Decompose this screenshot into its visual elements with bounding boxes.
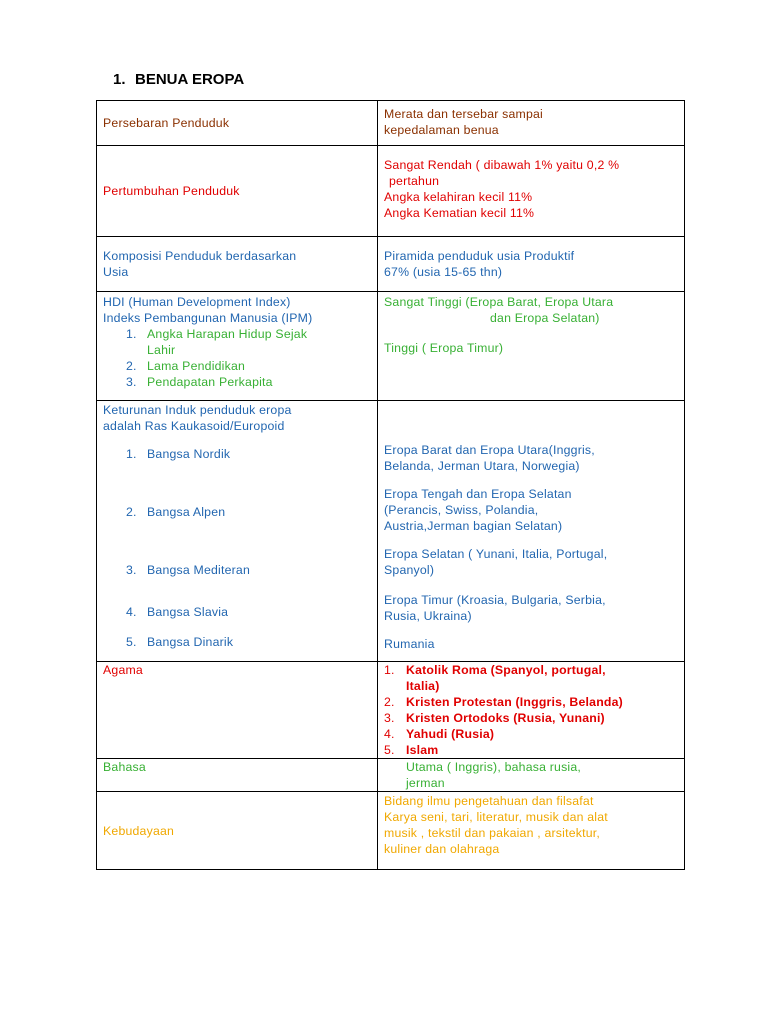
komposisi-value-line: Piramida penduduk usia Produktif: [384, 249, 575, 263]
list-number: 2.: [384, 695, 395, 709]
hdi-label-line: HDI (Human Development Index): [103, 295, 291, 309]
komposisi-label-line: Usia: [103, 265, 129, 279]
bahasa-label: Bahasa: [103, 760, 146, 774]
bangsa-name: Bangsa Mediteran: [147, 563, 251, 577]
list-text: Angka Harapan Hidup Sejak: [147, 327, 308, 341]
list-number: 4.: [384, 727, 395, 741]
region-group: [384, 546, 680, 592]
list-item: [103, 634, 373, 650]
pertumbuhan-value-line: Angka kelahiran kecil 11%: [384, 190, 533, 204]
bahasa-value-line: Utama ( Inggris), bahasa rusia,: [406, 760, 582, 774]
list-text: Pendapatan Perkapita: [147, 375, 273, 389]
region-line: Eropa Selatan ( Yunani, Italia, Portugal,: [384, 547, 608, 561]
kebudayaan-value-line: kuliner dan olahraga: [384, 842, 500, 856]
kebudayaan-value-line: Bidang ilmu pengetahuan dan filsafat: [384, 794, 594, 808]
pertumbuhan-label: Pertumbuhan Penduduk: [103, 184, 240, 198]
list-item: [384, 742, 680, 758]
list-item: [103, 374, 373, 390]
bangsa-name: Bangsa Alpen: [147, 505, 226, 519]
list-text: Lahir: [147, 343, 176, 357]
list-number: 5.: [126, 635, 137, 649]
list-number: 5.: [384, 743, 395, 757]
bangsa-name: Bangsa Slavia: [147, 605, 229, 619]
row-agama: [97, 662, 685, 759]
kebudayaan-value-line: Karya seni, tari, literatur, musik dan alat: [384, 810, 608, 824]
list-number: 1.: [384, 663, 395, 677]
list-item: [384, 726, 680, 742]
label-cell: [97, 401, 378, 662]
list-number: 2.: [126, 505, 137, 519]
region-line: Austria,Jerman bagian Selatan): [384, 519, 563, 533]
list-number: 3.: [126, 375, 137, 389]
bangsa-name: Bangsa Nordik: [147, 447, 231, 461]
kebudayaan-label: Kebudayaan: [103, 823, 175, 838]
persebaran-label: Persebaran Penduduk: [103, 116, 230, 130]
list-item: [103, 604, 373, 634]
komposisi-label-line: Komposisi Penduduk berdasarkan: [103, 249, 297, 263]
list-number: 3.: [126, 563, 137, 577]
list-text: Lama Pendidikan: [147, 359, 246, 373]
region-line: Belanda, Jerman Utara, Norwegia): [384, 459, 580, 473]
bangsa-list: [103, 446, 373, 650]
region-group: [384, 486, 680, 546]
value-cell: [378, 237, 685, 292]
list-item: [384, 662, 680, 694]
hdi-value-line: Sangat Tinggi (Eropa Barat, Eropa Utara: [384, 295, 614, 309]
bahasa-value-line: jerman: [406, 776, 445, 790]
list-text: Katolik Roma (Spanyol, portugal,: [406, 663, 606, 677]
list-number: 3.: [384, 711, 395, 725]
region-line: Eropa Barat dan Eropa Utara(Inggris,: [384, 443, 595, 457]
list-number: 1.: [126, 327, 137, 341]
pertumbuhan-value-line: Sangat Rendah ( dibawah 1% yaitu 0,2 %: [384, 158, 620, 172]
list-item: [384, 710, 680, 726]
list-item: [384, 694, 680, 710]
kebudayaan-value-line: musik , tekstil dan pakaian , arsitektur,: [384, 826, 600, 840]
region-line: Rusia, Ukraina): [384, 609, 472, 623]
pertumbuhan-value-line: pertahun: [389, 174, 440, 188]
agama-label: Agama: [103, 663, 143, 677]
label-cell: [97, 237, 378, 292]
region-group: [384, 442, 680, 486]
keturunan-label-line: adalah Ras Kaukasoid/Europoid: [103, 419, 285, 433]
label-cell: [97, 759, 378, 792]
region-group: [384, 636, 680, 652]
region-line: Rumania: [384, 637, 435, 651]
label-cell: [97, 292, 378, 401]
list-text: Yahudi (Rusia): [406, 727, 495, 741]
value-cell: [378, 292, 685, 401]
region-group: [384, 592, 680, 636]
hdi-value-line: dan Eropa Selatan): [490, 311, 600, 325]
label-cell: [97, 146, 378, 237]
label-cell: [97, 792, 378, 870]
list-item: [103, 358, 373, 374]
region-line: (Perancis, Swiss, Polandia,: [384, 503, 539, 517]
list-item: [103, 446, 373, 504]
region-line: Eropa Tengah dan Eropa Selatan: [384, 487, 572, 501]
value-cell: [378, 759, 685, 792]
section-title: BENUA EROPA: [135, 71, 245, 88]
row-pertumbuhan: [97, 146, 685, 237]
value-cell: [378, 662, 685, 759]
hdi-value-line: Tinggi ( Eropa Timur): [384, 341, 504, 355]
row-kebudayaan: [97, 792, 685, 870]
row-persebaran: [97, 101, 685, 146]
hdi-label-line: Indeks Pembangunan Manusia (IPM): [103, 311, 313, 325]
row-hdi: [97, 292, 685, 401]
section-number: 1.: [113, 71, 126, 88]
komposisi-value-line: 67% (usia 15-65 thn): [384, 265, 503, 279]
value-cell: [378, 101, 685, 146]
europe-population-table: [96, 100, 685, 870]
list-text: Kristen Ortodoks (Rusia, Yunani): [406, 711, 605, 725]
region-line: Spanyol): [384, 563, 435, 577]
label-cell: [97, 662, 378, 759]
hdi-indicator-list: [103, 326, 373, 390]
value-cell: [378, 401, 685, 662]
section-heading: [113, 71, 244, 88]
row-keturunan: [97, 401, 685, 662]
agama-list: [384, 662, 680, 758]
list-item: [103, 504, 373, 562]
list-text: Islam: [406, 743, 439, 757]
keturunan-label-line: Keturunan Induk penduduk eropa: [103, 403, 292, 417]
row-bahasa: [97, 759, 685, 792]
list-number: 2.: [126, 359, 137, 373]
region-line: Eropa Timur (Kroasia, Bulgaria, Serbia,: [384, 593, 606, 607]
label-cell: [97, 101, 378, 146]
list-number: 1.: [126, 447, 137, 461]
bangsa-name: Bangsa Dinarik: [147, 635, 234, 649]
row-komposisi: [97, 237, 685, 292]
pertumbuhan-value-line: Angka Kematian kecil 11%: [384, 206, 535, 220]
list-text: Kristen Protestan (Inggris, Belanda): [406, 695, 623, 709]
list-number: 4.: [126, 605, 137, 619]
persebaran-value-line: kepedalaman benua: [384, 123, 499, 137]
list-item: [103, 562, 373, 604]
value-cell: [378, 792, 685, 870]
persebaran-value-line: Merata dan tersebar sampai: [384, 107, 543, 121]
list-item: [103, 326, 373, 358]
list-text: Italia): [406, 679, 440, 693]
value-cell: [378, 146, 685, 237]
